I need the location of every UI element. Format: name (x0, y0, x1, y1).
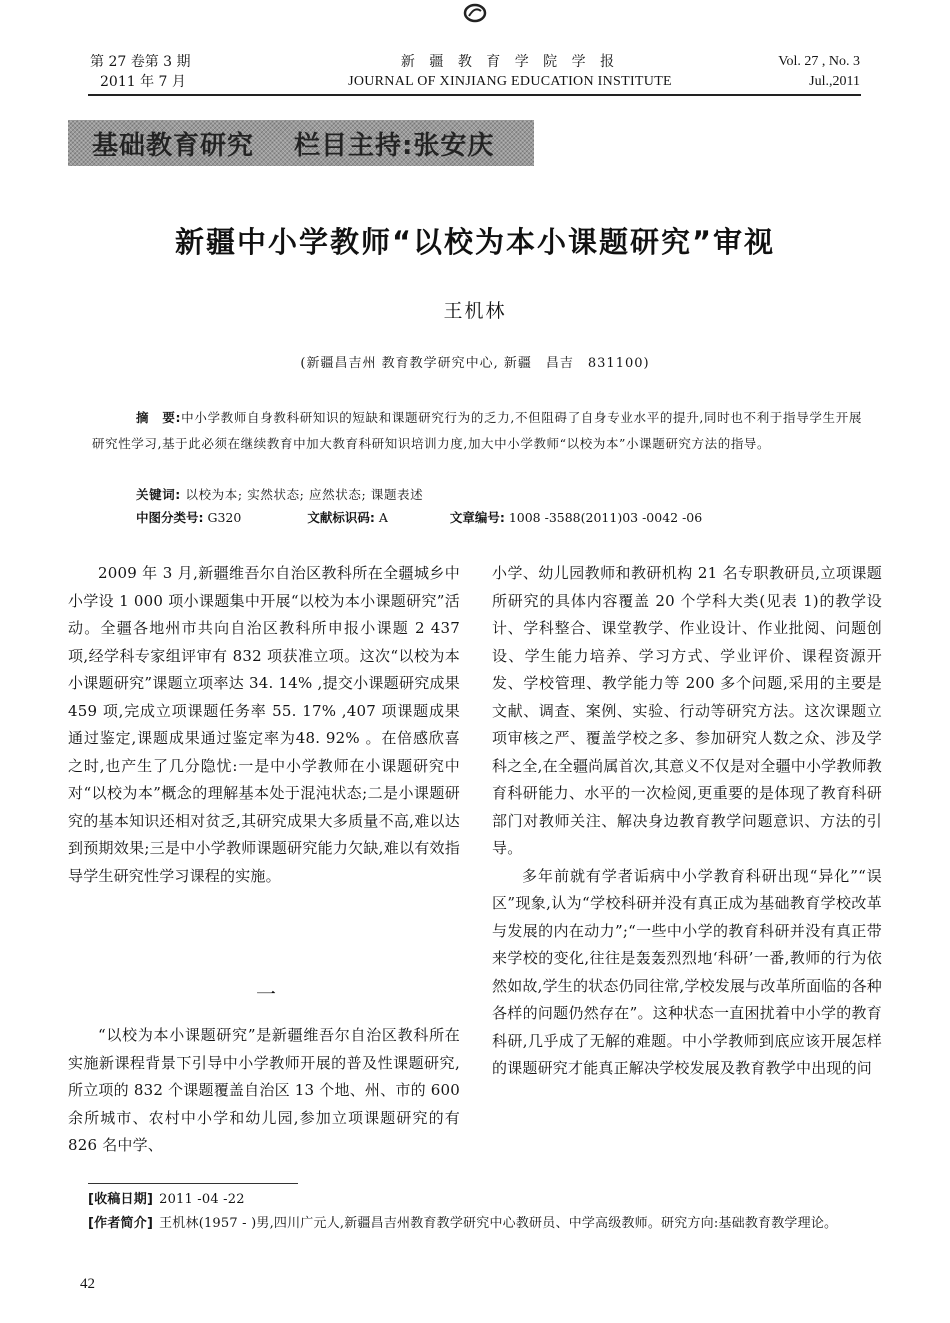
classification-line (136, 506, 876, 530)
article-author: 王机林 (443, 300, 507, 322)
page-number: 42 (80, 1276, 95, 1292)
article-no: 1008 -3588(2011)03 -0042 -06 (508, 510, 703, 525)
received-date-note (88, 1188, 888, 1212)
received-label: [收稿日期] (88, 1192, 154, 1207)
keywords-label: 关键词: (136, 487, 181, 502)
article-no-label: 文章编号: (449, 510, 505, 525)
footnotes (88, 1188, 888, 1236)
journal-logo-icon (462, 2, 488, 24)
body-paragraph: 小学、幼儿园教师和教研机构 21 名专职教研员,立项课题所研究的具体内容覆盖 20 个学科大类(见表 1)的教学设计、学科整合、课堂教学、作业设计、作业批阅、问题创设、学生能力培养、学习方式、学业评价、课程资源开发、学校管理、教学能力等 200 多个问题,采用的主要是文献、调查、案例、实验、行动等研究方法。这次课题立项审核之严、覆盖学校之多、参加研究人数之众、涉及学科之全,在全疆尚属首次,其意义不仅是对全疆中小学教师教育科研能力、水平的一次检阅,更重要的是体现了教育科研部门对教师关注、解决身边教育教学问题意识、方法的引导。 (492, 564, 882, 857)
column-host: 栏目主持:张安庆 (294, 130, 495, 161)
doc-code: A (378, 510, 388, 525)
author-bio-note (88, 1212, 888, 1236)
abstract-label: 摘 要: (136, 410, 182, 425)
header-right (720, 52, 860, 92)
body-paragraph: 多年前就有学者诟病中小学教育科研出现“异化”“误区”现象,认为“学校科研并没有真正成为基础教育学校改革与发展的内在动力”;“一些中小学的教育科研并没有真正带来学校的变化,往往是轰轰烈烈地‘科研’一番,教师的行为依然如故,学生的状态仍同往常,学校发展与改革所面临的各种各样的问题仍然存在”。这种状态一直困扰着中小学的教育科研,几乎成了无解的难题。中小学教师到底应该开展怎样的课题研究才能真正解决学校发展及教育教学中出现的问 (492, 866, 882, 1077)
volume-issue-en: Vol. 27 , No. 3 (778, 54, 860, 69)
volume-issue-cn: 第 27 卷第 3 期 (90, 54, 191, 70)
doc-code-label: 文献标识码: (307, 510, 375, 525)
body-left-column-top (68, 560, 460, 890)
author-bio: 王机林(1957 - )男,四川广元人,新疆昌吉州教育教学研究中心教研员、中学高级教师。研究方向:基础教育教学理论。 (159, 1216, 838, 1231)
journal-name-cn: 新 疆 教 育 学 院 学 报 (400, 54, 620, 70)
keywords (136, 483, 866, 507)
abstract-paragraph (92, 405, 862, 457)
header-rule (88, 94, 861, 96)
bio-label: [作者简介] (88, 1216, 154, 1231)
section-heading: 一 (256, 982, 276, 1006)
header-center (290, 52, 730, 92)
body-paragraph: “以校为本小课题研究”是新疆维吾尔自治区教科所在实施新课程背景下引导中小学教师开展的普及性课题研究,所立项的 832 个课题覆盖自治区 13 个地、州、市的 600 余所城市、农村中小学和幼儿园,参加立项课题研究的有 826 名中学、 (68, 1026, 460, 1154)
abstract (92, 405, 862, 457)
body-left-column-bottom (68, 1022, 460, 1160)
keywords-text: 以校为本; 实然状态; 应然状态; 课题表述 (185, 487, 424, 502)
journal-name-en: JOURNAL OF XINJIANG EDUCATION INSTITUTE (348, 74, 672, 89)
column-name: 基础教育研究 (92, 130, 255, 161)
author-affiliation: (新疆昌吉州 教育教学研究中心, 新疆 昌吉 831100) (300, 356, 650, 371)
date-cn: 2011 年 7 月 (100, 74, 186, 90)
received-date: 2011 -04 -22 (159, 1192, 245, 1207)
abstract-text: 中小学教师自身教科研知识的短缺和课题研究行为的乏力,不但阻碍了自身专业水平的提升,同时也不利于指导学生开展研究性学习,基于此必须在继续教育中加大教育科研知识培训力度,加大中小学教师“以校为本”小课题研究方法的指导。 (92, 410, 862, 451)
body-paragraph: 2009 年 3 月,新疆维吾尔自治区教科所在全疆城乡中小学设 1 000 项小课题集中开展“以校为本小课题研究”活动。全疆各地州市共向自治区教科所申报小课题 2 437 项,经学科专家组评审有 832 项获准立项。这次“以校为本小课题研究”课题立项率达 34. 14% ,提交小课题研究成果 459 项,完成立项课题任务率 55. 17% ,407 项课题成果通过鉴定,课题成果通过鉴定率为48. 92% 。在倍感欣喜之时,也产生了几分隐忧:一是中小学教师在小课题研究中对“以校为本”概念的理解基本处于混沌状态;二是小课题研究的基本知识还相对贫乏,其研究成果大多质量不高,难以达到预期效果;三是中小学教师课题研究能力欠缺,难以有效指导学生研究性学习课程的实施。 (68, 564, 460, 885)
article-title: 新疆中小学教师“以校为本小课题研究”审视 (174, 225, 776, 259)
footnote-rule (88, 1183, 298, 1184)
clc-code: G320 (207, 510, 242, 525)
date-en: Jul.,2011 (809, 74, 860, 89)
header-left (90, 52, 240, 92)
body-right-column (492, 560, 882, 1083)
clc-label: 中图分类号: (136, 510, 204, 525)
column-banner (68, 120, 534, 166)
